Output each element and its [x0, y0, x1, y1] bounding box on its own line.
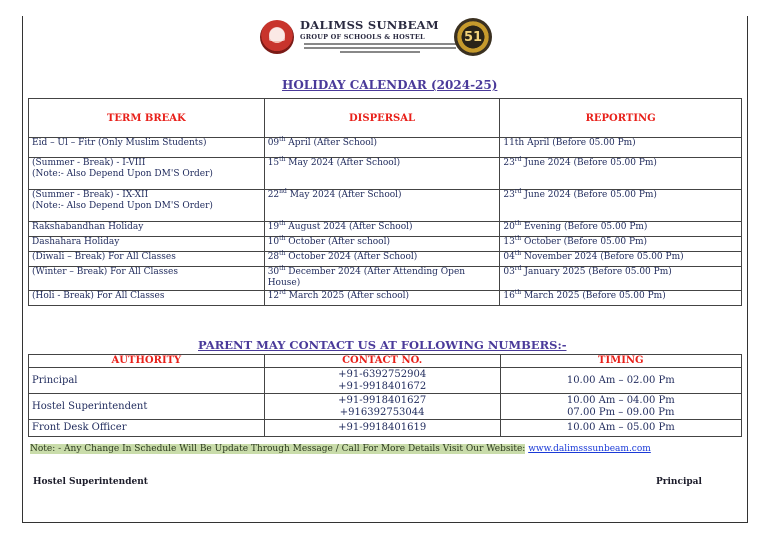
ordinal-suffix: th: [279, 156, 286, 163]
dispersal-cell: 09th April (After School): [264, 138, 500, 158]
timing-value: 10.00 Am – 02.00 Pm: [566, 374, 675, 386]
holiday-row: [29, 237, 742, 252]
ordinal-suffix: th: [514, 289, 522, 296]
holiday-table: [28, 98, 742, 306]
holiday-row: [29, 222, 742, 237]
holiday-row: [29, 190, 742, 222]
holiday-row: [29, 138, 742, 158]
term-break-cell: Rakshabandhan Holiday: [29, 222, 265, 237]
contact-number-cell: [264, 420, 500, 437]
term-break-cell: (Winter – Break) For All Classes: [29, 267, 265, 291]
contact-row: [29, 394, 742, 420]
col-header-authority: AUTHORITY: [29, 355, 265, 368]
timing-value: 10.00 Am – 04.00 Pm: [566, 394, 675, 406]
dispersal-cell: 12rd March 2025 (After school): [264, 291, 500, 306]
reporting-cell: 03rd January 2025 (Before 05.00 Pm): [500, 267, 742, 291]
signature-principal: Principal: [656, 477, 702, 487]
timing-value: 07.00 Pm – 09.00 Pm: [567, 406, 675, 418]
ordinal-suffix: th: [514, 235, 522, 242]
ordinal-suffix: rd: [514, 188, 522, 195]
phone-number: +91-9918401619: [338, 422, 427, 433]
dispersal-cell: 30th December 2024 (After Attending Open House): [264, 267, 500, 291]
col-header-dispersal: DISPERSAL: [264, 99, 500, 138]
ordinal-suffix: th: [279, 235, 286, 242]
ordinal-suffix: th: [279, 265, 286, 272]
brand-name: DALIMSS SUNBEAM: [300, 18, 439, 32]
ordinal-suffix: th: [279, 220, 286, 227]
reporting-cell: 16th March 2025 (Before 05.00 Pm): [500, 291, 742, 306]
reporting-cell: 13th October (Before 05.00 Pm): [500, 237, 742, 252]
brand-address-line: [304, 47, 456, 49]
dispersal-cell: 10th October (After school): [264, 237, 500, 252]
signature-hostel-superintendent: Hostel Superintendent: [33, 477, 148, 487]
phone-number: +916392753044: [339, 406, 425, 418]
reporting-cell: 23rd June 2024 (Before 05.00 Pm): [500, 158, 742, 190]
dispersal-cell: 28th October 2024 (After School): [264, 252, 500, 267]
contact-title: PARENT MAY CONTACT US AT FOLLOWING NUMBERS:-: [198, 338, 567, 352]
col-header-contact-no: CONTACT NO.: [264, 355, 500, 368]
phone-number: +91-9918401627: [338, 394, 427, 406]
reporting-cell: 23rd June 2024 (Before 05.00 Pm): [500, 190, 742, 222]
brand-address-line: [304, 43, 456, 45]
ordinal-suffix: th: [279, 250, 286, 257]
col-header-term-break: TERM BREAK: [29, 99, 265, 138]
timing-value: 10.00 Am – 05.00 Pm: [566, 422, 675, 433]
dispersal-cell: 15th May 2024 (After School): [264, 158, 500, 190]
reporting-cell: 20th Evening (Before 05.00 Pm): [500, 222, 742, 237]
ordinal-suffix: nd: [279, 188, 287, 195]
anniversary-badge-icon: 51: [454, 18, 492, 56]
term-break-cell: (Summer - Break) - IX-XII (Note:- Also Depend Upon DM'S Order): [29, 190, 265, 222]
school-logo-icon: [260, 20, 294, 54]
note-text: Note: - Any Change In Schedule Will Be Update Through Message / Call For More Details Visit Our Website:: [30, 444, 526, 454]
ordinal-suffix: rd: [514, 265, 522, 272]
brand-address-line: [340, 51, 420, 53]
timing-cell: [500, 394, 741, 420]
contact-row: [29, 420, 742, 437]
ordinal-suffix: rd: [514, 156, 522, 163]
authority-cell: Hostel Superintendent: [29, 394, 265, 420]
ordinal-suffix: th: [279, 136, 286, 143]
dispersal-cell: 22nd May 2024 (After School): [264, 190, 500, 222]
ordinal-suffix: th: [514, 250, 522, 257]
authority-cell: Front Desk Officer: [29, 420, 265, 437]
timing-cell: [500, 368, 741, 394]
website-link[interactable]: www.dalimsssunbeam.com: [528, 444, 651, 454]
school-header: [260, 16, 500, 76]
dispersal-cell: 19th August 2024 (After School): [264, 222, 500, 237]
col-header-reporting: REPORTING: [500, 99, 742, 138]
calendar-title: HOLIDAY CALENDAR (2024-25): [282, 78, 498, 92]
holiday-row: [29, 158, 742, 190]
phone-number: +91-6392752904: [338, 368, 427, 380]
contact-number-cell: [264, 368, 500, 394]
brand-group: GROUP OF SCHOOLS & HOSTEL: [300, 33, 425, 41]
phone-number: +91-9918401672: [338, 380, 427, 392]
contact-table: [28, 354, 742, 437]
brand-block: [300, 18, 460, 55]
timing-cell: [500, 420, 741, 437]
term-break-cell: Eid – Ul – Fitr (Only Muslim Students): [29, 138, 265, 158]
term-break-cell: (Diwali – Break) For All Classes: [29, 252, 265, 267]
ordinal-suffix: th: [514, 220, 522, 227]
note-line: [30, 444, 651, 454]
term-break-cell: Dashahara Holiday: [29, 237, 265, 252]
reporting-cell: 04th November 2024 (Before 05.00 Pm): [500, 252, 742, 267]
term-break-cell: (Holi - Break) For All Classes: [29, 291, 265, 306]
holiday-row: [29, 267, 742, 291]
reporting-cell: 11th April (Before 05.00 Pm): [500, 138, 742, 158]
term-break-cell: (Summer - Break) - I-VIII (Note:- Also Depend Upon DM'S Order): [29, 158, 265, 190]
holiday-row: [29, 291, 742, 306]
holiday-row: [29, 252, 742, 267]
contact-row: [29, 368, 742, 394]
col-header-timing: TIMING: [500, 355, 741, 368]
ordinal-suffix: rd: [279, 289, 286, 296]
authority-cell: Principal: [29, 368, 265, 394]
contact-number-cell: [264, 394, 500, 420]
